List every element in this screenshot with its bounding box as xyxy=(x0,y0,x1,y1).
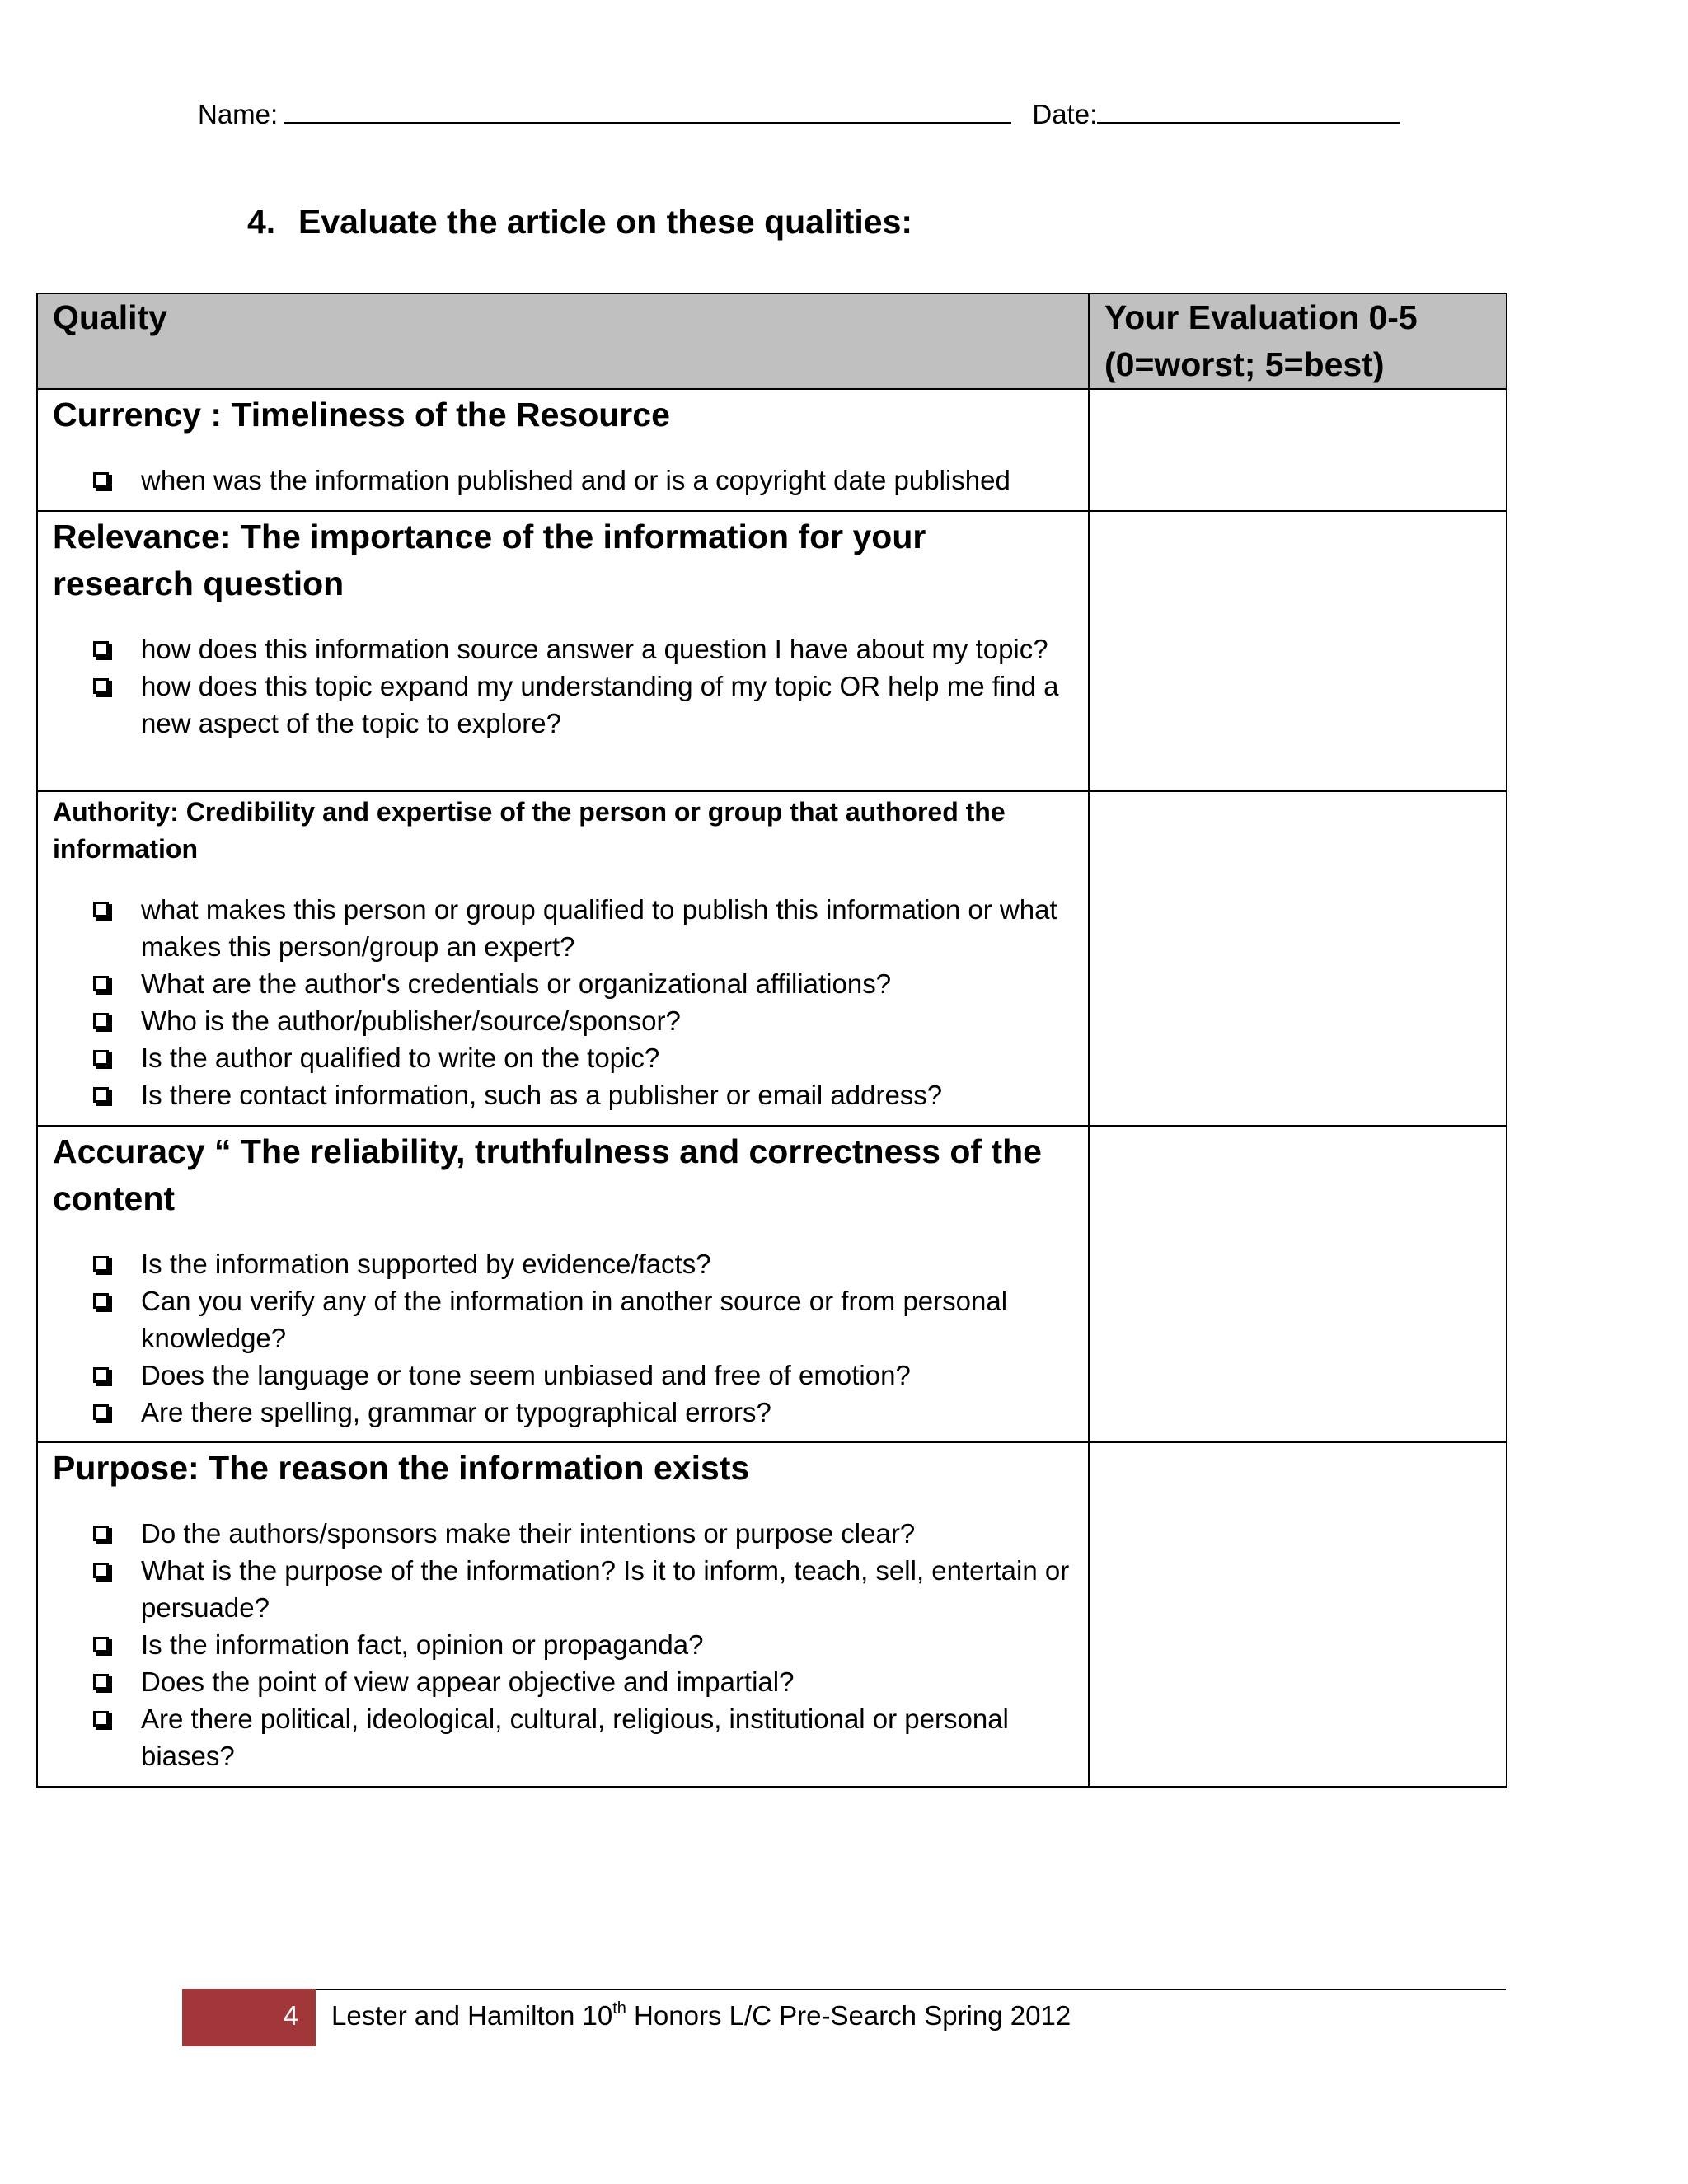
checkbox-icon xyxy=(93,902,109,917)
table-row xyxy=(37,389,1507,511)
checkbox-icon xyxy=(93,1013,109,1029)
checklist-item xyxy=(141,1245,1073,1282)
page-number-badge xyxy=(182,1989,316,2046)
evaluation-cell[interactable] xyxy=(1089,511,1507,791)
checklist-item-text: Does the point of view appear objective and impartial? xyxy=(141,1666,795,1697)
footer-rule xyxy=(316,1989,1506,1990)
checklist-item xyxy=(141,1357,1073,1394)
checklist xyxy=(53,1245,1073,1431)
quality-cell xyxy=(37,791,1089,1126)
date-blank[interactable] xyxy=(1097,101,1400,124)
checkbox-icon xyxy=(93,1674,109,1690)
quality-title: Purpose: The reason the information exists xyxy=(53,1449,750,1487)
checkbox-icon xyxy=(93,641,109,657)
checklist-item-text: Is the author qualified to write on the topic? xyxy=(141,1043,660,1073)
footer-superscript: th xyxy=(612,1999,626,2018)
checklist-item-text: what makes this person or group qualified to publish this information or what makes this person/group an expert? xyxy=(141,894,1057,962)
checklist-item-text: how does this information source answer a question I have about my topic? xyxy=(141,634,1048,664)
evaluation-table xyxy=(36,293,1507,1788)
checklist-item-text: Can you verify any of the information in another source or from personal knowledge? xyxy=(141,1286,1008,1353)
checklist-item-text: What is the purpose of the information? Is it to inform, teach, sell, entertain or persuade? xyxy=(141,1555,1070,1623)
checklist-item xyxy=(141,965,1073,1002)
column-header-evaluation xyxy=(1089,293,1507,389)
table-header-row xyxy=(37,293,1507,389)
quality-title: Authority: Credibility and expertise of the person or group that authored the information xyxy=(53,797,1006,864)
checklist-item xyxy=(141,1076,1073,1113)
checklist-item-text: Does the language or tone seem unbiased and free of emotion? xyxy=(141,1360,911,1390)
checklist-item-text: Is the information fact, opinion or propaganda? xyxy=(141,1629,704,1660)
name-label: Name: xyxy=(198,99,279,129)
checklist-item xyxy=(141,1002,1073,1039)
checklist-item-text: Are there spelling, grammar or typographical errors? xyxy=(141,1397,771,1427)
table-row xyxy=(37,1126,1507,1442)
checklist-item xyxy=(141,1626,1073,1663)
section-title: Evaluate the article on these qualities: xyxy=(298,203,913,241)
quality-title: Relevance: The importance of the information for your research question xyxy=(53,518,926,602)
quality-cell xyxy=(37,1126,1089,1442)
checkbox-icon xyxy=(93,1256,109,1272)
evaluation-cell[interactable] xyxy=(1089,791,1507,1126)
checklist-item-text: Is the information supported by evidence/facts? xyxy=(141,1249,711,1279)
checklist-item-text: What are the author's credentials or organizational affiliations? xyxy=(141,968,892,999)
checklist-item xyxy=(141,630,1073,668)
checklist xyxy=(53,1515,1073,1774)
checkbox-icon xyxy=(93,1637,109,1652)
checklist xyxy=(53,891,1073,1113)
checklist-item xyxy=(141,462,1073,499)
footer-text-rest: Honors L/C Pre-Search Spring 2012 xyxy=(626,2000,1071,2031)
checkbox-icon xyxy=(93,1711,109,1727)
date-label: Date: xyxy=(1032,99,1098,129)
column-header-evaluation-line1: Your Evaluation 0-5 xyxy=(1104,298,1418,336)
quality-cell xyxy=(37,1442,1089,1787)
checkbox-icon xyxy=(93,1526,109,1541)
checklist-item-text: Is there contact information, such as a publisher or email address? xyxy=(141,1080,943,1110)
checklist-item xyxy=(141,1663,1073,1700)
checklist-item xyxy=(141,891,1073,965)
page-number: 4 xyxy=(283,2000,298,2031)
checkbox-icon xyxy=(93,976,109,991)
checklist-item xyxy=(141,1282,1073,1357)
checklist xyxy=(53,462,1073,499)
quality-cell xyxy=(37,389,1089,511)
quality-cell xyxy=(37,511,1089,791)
checklist-item xyxy=(141,1394,1073,1431)
evaluation-cell[interactable] xyxy=(1089,1126,1507,1442)
quality-title: Currency : Timeliness of the Resource xyxy=(53,396,670,434)
evaluation-cell[interactable] xyxy=(1089,1442,1507,1787)
table-row xyxy=(37,511,1507,791)
checkbox-icon xyxy=(93,1293,109,1309)
evaluation-cell[interactable] xyxy=(1089,389,1507,511)
checkbox-icon xyxy=(93,678,109,694)
checkbox-icon xyxy=(93,472,109,488)
checkbox-icon xyxy=(93,1563,109,1578)
table-row xyxy=(37,791,1507,1126)
quality-title: Accuracy “ The reliability, truthfulness and correctness of the content xyxy=(53,1132,1042,1217)
checklist-item-text: Who is the author/publisher/source/sponsor? xyxy=(141,1005,681,1036)
checklist-item xyxy=(141,1515,1073,1552)
checkbox-icon xyxy=(93,1367,109,1383)
checkbox-icon xyxy=(93,1404,109,1420)
footer-text xyxy=(331,2000,1071,2032)
checklist-item-text: Do the authors/sponsors make their intentions or purpose clear? xyxy=(141,1518,916,1549)
checklist-item xyxy=(141,668,1073,742)
checkbox-icon xyxy=(93,1087,109,1103)
checklist-item-text: Are there political, ideological, cultural, religious, institutional or personal biases? xyxy=(141,1704,1009,1771)
checklist xyxy=(53,630,1073,742)
checklist-item xyxy=(141,1552,1073,1626)
section-number: 4. xyxy=(247,203,276,241)
name-blank[interactable] xyxy=(284,101,1011,124)
checklist-item xyxy=(141,1039,1073,1076)
table-row xyxy=(37,1442,1507,1787)
name-date-line xyxy=(198,99,1400,130)
column-header-evaluation-line2: (0=worst; 5=best) xyxy=(1104,345,1385,383)
section-heading xyxy=(247,203,912,241)
column-header-quality: Quality xyxy=(37,293,1089,389)
checklist-item-text: when was the information published and or is a copyright date published xyxy=(141,465,1010,495)
checkbox-icon xyxy=(93,1050,109,1066)
checklist-item-text: how does this topic expand my understanding of my topic OR help me find a new aspect of the topic to explore? xyxy=(141,671,1059,738)
footer-text-main: Lester and Hamilton 10 xyxy=(331,2000,613,2031)
checklist-item xyxy=(141,1700,1073,1774)
